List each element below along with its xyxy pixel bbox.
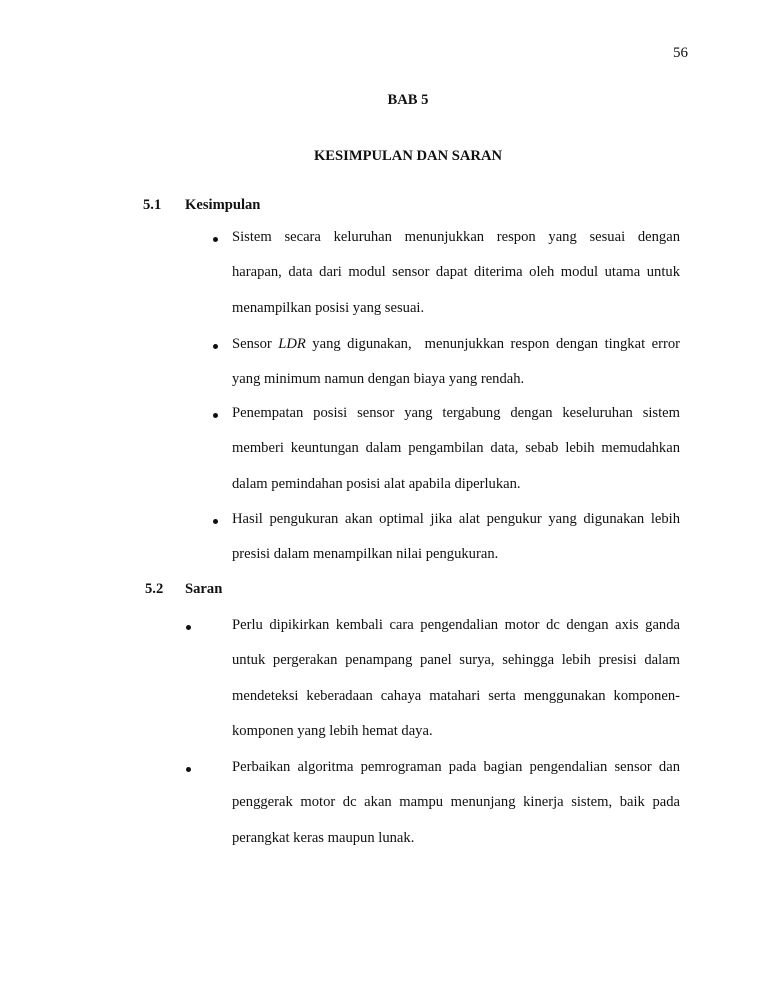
section-title: Kesimpulan (185, 197, 261, 213)
section-title: Saran (185, 581, 223, 597)
page-number: 56 (673, 45, 688, 61)
text-line: perangkat keras maupun lunak. (232, 830, 415, 846)
text-line: yang minimum namun dengan biaya yang rendah. (232, 371, 525, 387)
bullet-icon (186, 625, 191, 630)
italic-term: LDR (278, 336, 306, 352)
text-line: dalam pemindahan posisi alat apabila diperlukan. (232, 476, 521, 492)
text-line: harapan, data dari modul sensor dapat diterima oleh modul utama untuk (232, 264, 680, 280)
bullet-icon (213, 237, 218, 242)
bullet-icon (213, 519, 218, 524)
text-line: mendeteksi keberadaan cahaya matahari serta menggunakan komponen- (232, 688, 680, 704)
bullet-icon (186, 767, 191, 772)
text-line: Hasil pengukuran akan optimal jika alat pengukur yang digunakan lebih (232, 511, 680, 527)
text-line: penggerak motor dc akan mampu menunjang kinerja sistem, baik pada (232, 794, 680, 810)
text-line: Penempatan posisi sensor yang tergabung dengan keseluruhan sistem (232, 405, 680, 421)
text-line: untuk pergerakan penampang panel surya, sehingga lebih presisi dalam (232, 652, 680, 668)
text-line: memberi keuntungan dalam pengambilan data, sebab lebih memudahkan (232, 440, 680, 456)
bullet-icon (213, 344, 218, 349)
text-line: Perlu dipikirkan kembali cara pengendalian motor dc dengan axis ganda (232, 617, 680, 633)
text-line: menampilkan posisi yang sesuai. (232, 300, 425, 316)
text-run: Sensor (232, 336, 279, 352)
text-line: Perbaikan algoritma pemrograman pada bagian pengendalian sensor dan (232, 759, 680, 775)
section-number: 5.1 (143, 197, 162, 213)
chapter-number: BAB 5 (387, 92, 429, 108)
text-line: Sistem secara keluruhan menunjukkan respon yang sesuai dengan (232, 229, 680, 245)
text-line: presisi dalam menampilkan nilai pengukuran. (232, 546, 499, 562)
text-run: yang digunakan, menunjukkan respon dengan tingkat error (305, 336, 680, 352)
text-line (232, 336, 680, 353)
chapter-title: KESIMPULAN DAN SARAN (313, 148, 503, 164)
text-line: komponen yang lebih hemat daya. (232, 723, 433, 739)
bullet-icon (213, 413, 218, 418)
section-number: 5.2 (145, 581, 164, 597)
